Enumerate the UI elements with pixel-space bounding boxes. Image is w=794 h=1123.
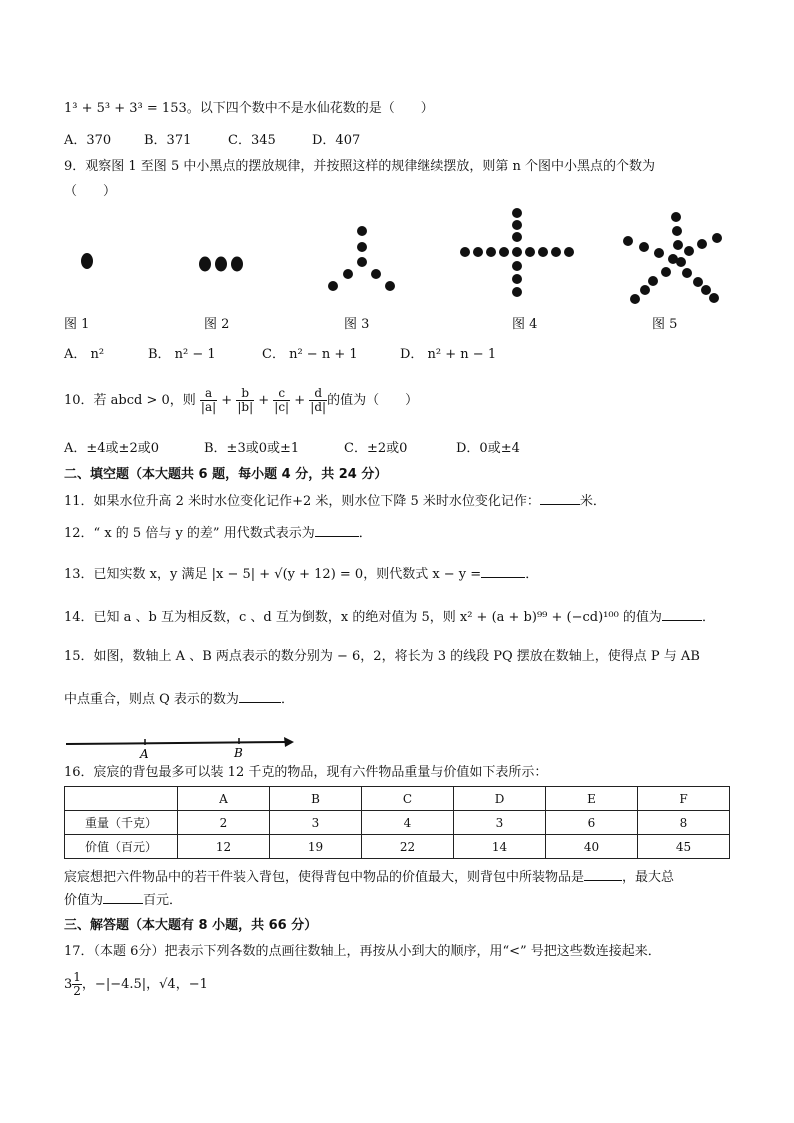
- q16-text-2-after: 百元．: [143, 893, 183, 908]
- figure-5-caption: 图 5: [652, 317, 678, 332]
- figure-4-caption: 图 4: [512, 317, 538, 332]
- point-label-b: B: [234, 746, 243, 760]
- fraction-b: $\frac{b}{|b|}$: [237, 386, 254, 414]
- q15-line1: 15．如图，数轴上 A 、B 两点表示的数分别为 − 6，2，将长为 3 的线段 PQ 摆放在数轴上，使得点 P 与 AB: [64, 649, 700, 664]
- q12: [64, 524, 372, 543]
- q10-options: [64, 440, 520, 458]
- number-line-axis: [66, 742, 288, 744]
- table-row-weight: [65, 811, 730, 835]
- q8-option-b: B．371: [144, 133, 192, 148]
- q8-options: [64, 132, 360, 150]
- table-row-value: [65, 835, 730, 859]
- q16-line1: [64, 868, 674, 887]
- q12-text: 12．“ x 的 5 倍与 y 的差” 用代数式表示为: [64, 526, 315, 541]
- q10-suffix: 的值为（ ）: [327, 393, 419, 408]
- q10-stem: 10．若 abcd > 0，则 $\frac{a}{|a|}$ + $\frac{b}{|b|}$ + $\frac{c}{|c|}$ + $\frac{d}{|d|}$ 的值为（ ）: [64, 386, 419, 414]
- table-cell: 重量（千克）: [65, 811, 178, 835]
- q8-option-c: C．345: [228, 133, 276, 148]
- q10-option-d: D．0或±4: [456, 441, 520, 456]
- mixed-number-whole: 3: [64, 977, 73, 992]
- figure-1-caption: 图 1: [64, 317, 90, 332]
- table-header-cell: E: [546, 787, 638, 811]
- figure-2-caption: 图 2: [204, 317, 230, 332]
- table-header-cell: [65, 787, 178, 811]
- q10-prefix: 10．若 abcd > 0，则: [64, 393, 196, 408]
- q16-text-1: 宸宸想把六件物品中的若干件装入背包，使得背包中物品的价值最大，则背包中所装物品是: [64, 870, 585, 885]
- q9-paren: （ ）: [64, 184, 117, 199]
- figure-5-dots: [623, 212, 722, 304]
- table-cell: 3: [454, 811, 546, 835]
- q15-answer-blank[interactable]: [239, 690, 281, 703]
- q17-numbers: [64, 968, 208, 1002]
- q13-answer-blank[interactable]: [481, 565, 525, 578]
- figure-3-dots: [328, 226, 395, 291]
- table-cell: 14: [454, 835, 546, 859]
- q12-answer-blank[interactable]: [315, 524, 359, 537]
- table-cell: 4: [362, 811, 454, 835]
- q16-items-blank[interactable]: [584, 868, 622, 881]
- q9-options: [64, 346, 496, 364]
- q14: [64, 608, 715, 627]
- q17-other-numbers: ，−|−4.5|，√4，−1: [81, 977, 208, 992]
- figure-1-dots: [81, 253, 93, 269]
- q10-option-c: C．±2或0: [344, 441, 408, 456]
- table-header-row: [65, 787, 730, 811]
- q14-text: 14．已知 a 、b 互为相反数，c 、d 互为倒数，x 的绝对值为 5，则 x² + (a + b)⁹⁹ + (−cd)¹⁰⁰ 的值为: [64, 610, 662, 625]
- table-cell: 8: [638, 811, 730, 835]
- table-cell: 12: [178, 835, 270, 859]
- table-cell: 2: [178, 811, 270, 835]
- table-cell: 22: [362, 835, 454, 859]
- q13-after: ．: [525, 567, 539, 582]
- table-cell: 6: [546, 811, 638, 835]
- q10-option-b: B．±3或0或±1: [204, 441, 300, 456]
- q15-line2: [64, 690, 294, 709]
- figure-2-dots: [199, 257, 243, 272]
- goods-table: [64, 786, 730, 859]
- table-cell: 40: [546, 835, 638, 859]
- q9-dot-figures: [0, 195, 794, 313]
- table-header-cell: B: [270, 787, 362, 811]
- q17-text: 17．（本题 6分）把表示下列各数的点画往数轴上，再按从小到大的顺序，用“<” 号把这些数连接起来．: [64, 944, 661, 959]
- q15-after: ．: [280, 692, 294, 707]
- q11: [64, 492, 606, 511]
- table-cell: 19: [270, 835, 362, 859]
- q11-after: 米．: [579, 494, 606, 509]
- q16-intro: 16．宸宸的背包最多可以装 12 千克的物品，现有六件物品重量与价值如下表所示：: [64, 765, 548, 780]
- figure-3-caption: 图 3: [344, 317, 370, 332]
- q14-answer-blank[interactable]: [662, 608, 702, 621]
- table-header-cell: C: [362, 787, 454, 811]
- q16-text-1-after: ，最大总: [622, 870, 675, 885]
- q9-option-a: A． n²: [64, 347, 105, 362]
- q9-option-b: B． n² − 1: [148, 347, 216, 362]
- table-cell: 3: [270, 811, 362, 835]
- q13-text: 13．已知实数 x，y 满足 |x − 5| + √(y + 12) = 0，则代数式 x − y =: [64, 567, 482, 582]
- table-cell: 45: [638, 835, 730, 859]
- q16-line2: [64, 891, 182, 910]
- q11-text: 11．如果水位升高 2 米时水位变化记作+2 米，则水位下降 5 米时水位变化记作：: [64, 494, 540, 509]
- table-header-cell: D: [454, 787, 546, 811]
- table-cell: 价值（百元）: [65, 835, 178, 859]
- q14-after: ．: [701, 610, 715, 625]
- fraction-a: $\frac{a}{|a|}$: [200, 386, 217, 414]
- q8-tail-text: 1³ + 5³ + 3³ = 153。以下四个数中不是水仙花数的是（ ）: [64, 101, 434, 116]
- q13: [64, 565, 538, 584]
- figure-4-dots: [460, 208, 574, 297]
- q16-text-2: 价值为: [64, 893, 104, 908]
- table-header-cell: A: [178, 787, 270, 811]
- q15-text: 中点重合，则点 Q 表示的数为: [64, 692, 239, 707]
- table-header-cell: F: [638, 787, 730, 811]
- q8-option-a: A．370: [64, 133, 112, 148]
- mixed-number-fraction: $\frac{1}{2}$: [73, 970, 81, 998]
- section-2-heading: 二、填空题（本大题共 6 题，每小题 4 分，共 24 分）: [64, 467, 388, 482]
- fraction-d: $\frac{d}{|d|}$: [310, 386, 327, 414]
- q9-stem: 9．观察图 1 至图 5 中小黑点的摆放规律，并按照这样的规律继续摆放，则第 n 个图中小黑点的个数为: [64, 159, 655, 174]
- q10-option-a: A．±4或±2或0: [64, 441, 159, 456]
- q9-option-d: D． n² + n − 1: [400, 347, 497, 362]
- q9-option-c: C． n² − n + 1: [262, 347, 358, 362]
- fraction-c: $\frac{c}{|c|}$: [274, 386, 290, 414]
- q15-number-line: [60, 730, 300, 762]
- q8-option-d: D．407: [312, 133, 361, 148]
- q16-value-blank[interactable]: [103, 891, 143, 904]
- section-3-heading: 三、解答题（本大题有 8 小题，共 66 分）: [64, 918, 318, 933]
- number-line-arrow: [284, 737, 294, 747]
- point-label-a: A: [140, 747, 149, 761]
- q11-answer-blank[interactable]: [540, 492, 580, 505]
- q12-after: ．: [358, 526, 372, 541]
